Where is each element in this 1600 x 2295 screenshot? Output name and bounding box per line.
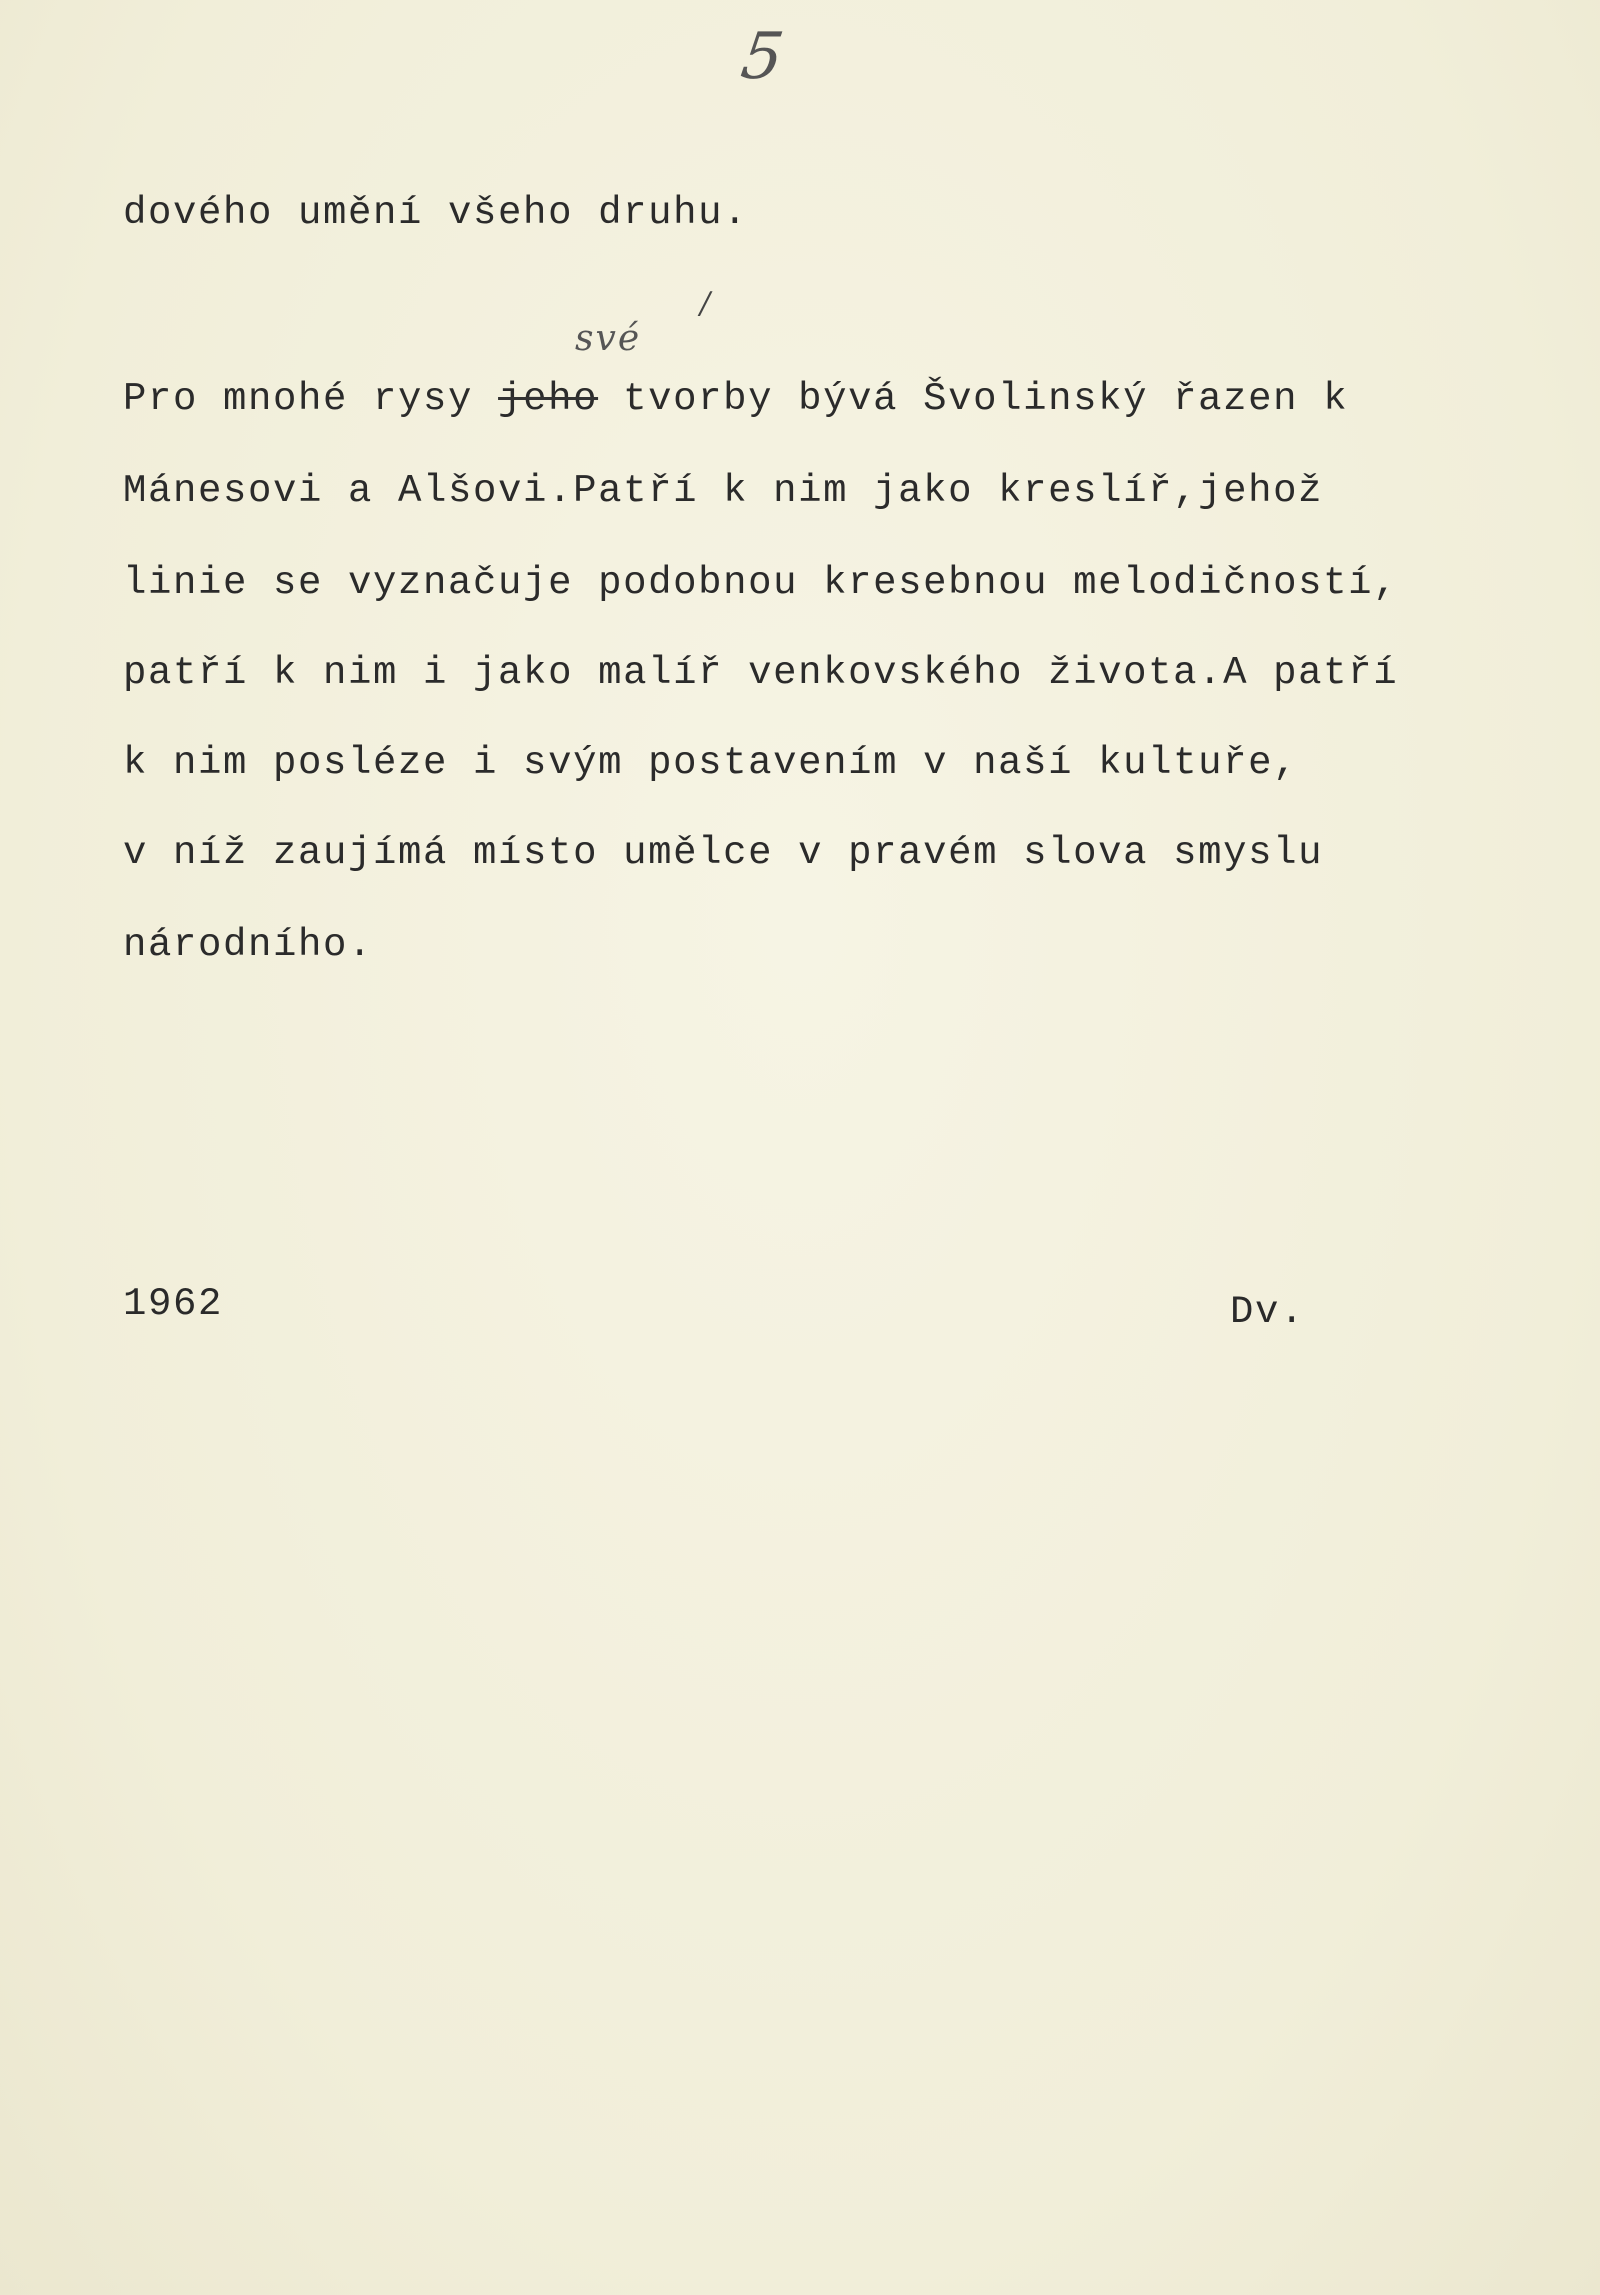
handwritten-slash-mark: /: [700, 286, 711, 321]
text-line-1: dového umění všeho druhu.: [123, 191, 749, 235]
text-line-2-end: tvorby bývá Švolinský řazen k: [598, 377, 1349, 421]
text-line-8: národního.: [123, 923, 374, 967]
footer-year: 1962: [123, 1282, 224, 1326]
text-line-3: Mánesovi a Alšovi.Patří k nim jako kreslíř,jehož: [123, 469, 1324, 513]
struck-word: jeho: [498, 377, 599, 421]
text-line-7: v níž zaujímá místo umělce v pravém slova smyslu: [123, 831, 1324, 875]
text-line-4: linie se vyznačuje podobnou kresebnou melodičností,: [123, 561, 1399, 605]
footer-signature: Dv.: [1230, 1290, 1306, 1334]
text-line-6: k nim posléze i svým postavením v naší kultuře,: [123, 741, 1299, 785]
text-line-2-start: Pro mnohé rysy: [123, 377, 499, 421]
text-line-2: [123, 374, 1348, 424]
handwritten-correction: své: [575, 318, 642, 359]
text-line-5: patří k nim i jako malíř venkovského života.A patří: [123, 651, 1399, 695]
page-number: 5: [736, 20, 788, 94]
